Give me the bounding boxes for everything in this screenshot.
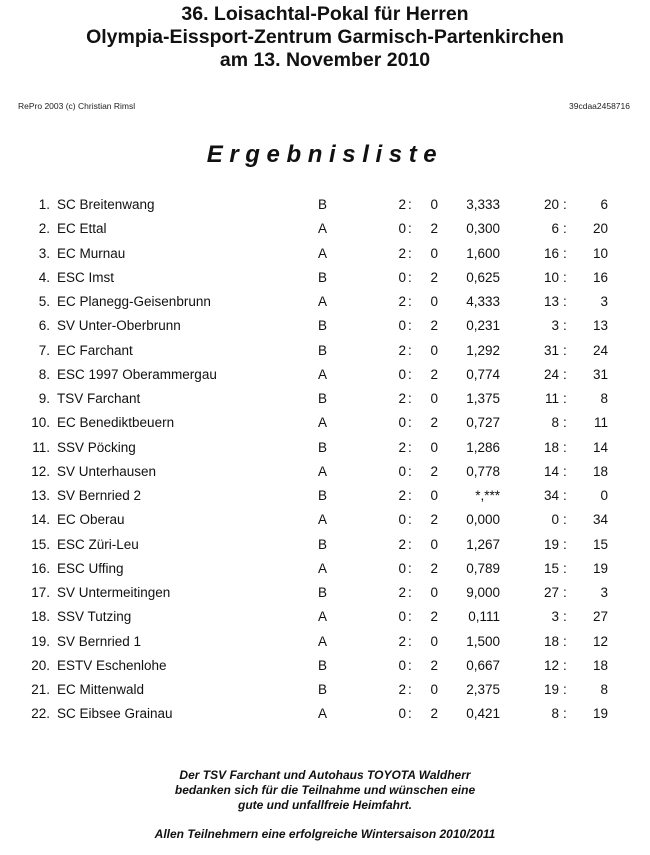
rank-cell: 2.: [38, 221, 50, 237]
points-minus: 2: [430, 415, 438, 431]
goals-minus: 24: [592, 342, 608, 358]
goal-quotient: 1,286: [466, 439, 500, 455]
table-row: [0, 585, 650, 609]
group-cell: B: [318, 318, 328, 334]
goals-separator: :: [563, 294, 567, 309]
goals-minus: 27: [592, 609, 608, 625]
goals-plus: 31: [543, 342, 559, 358]
team-name: SV Untermeitingen: [57, 585, 171, 600]
group-cell: A: [318, 609, 328, 625]
points-plus: 0: [398, 706, 406, 722]
team-name: EC Murnau: [57, 245, 126, 261]
goal-quotient: 1,600: [466, 245, 500, 261]
points-minus: 2: [430, 706, 438, 722]
goals-plus: 20: [543, 197, 559, 212]
rank-cell: 9.: [38, 391, 50, 406]
team-name: ESC Imst: [57, 269, 115, 285]
rank-cell: 14.: [31, 512, 50, 528]
goals-plus: 18: [543, 633, 559, 649]
group-cell: A: [318, 512, 328, 528]
points-plus: 2: [398, 633, 406, 649]
goals-minus: 18: [592, 463, 608, 479]
goals-plus: 10: [543, 269, 559, 285]
points-minus: 0: [430, 294, 438, 309]
group-cell: A: [318, 294, 328, 309]
table-row: [0, 706, 650, 730]
goal-quotient: 0,000: [466, 512, 500, 528]
goal-quotient: 0,727: [466, 415, 500, 431]
table-row: [0, 682, 650, 706]
goals-separator: :: [563, 682, 567, 697]
rank-cell: 1.: [38, 197, 50, 212]
group-cell: B: [318, 342, 328, 358]
group-cell: A: [318, 366, 328, 382]
goal-quotient: 0,667: [466, 657, 500, 673]
goals-minus: 13: [592, 318, 608, 334]
goals-minus: 8: [600, 682, 608, 697]
table-row: [0, 343, 650, 367]
rank-cell: 15.: [31, 536, 50, 552]
team-name: EC Mittenwald: [57, 682, 145, 697]
points-minus: 2: [430, 512, 438, 528]
goal-quotient: 4,333: [466, 294, 500, 309]
points-minus: 0: [430, 391, 438, 406]
goal-quotient: 0,778: [466, 463, 500, 479]
table-row: [0, 367, 650, 391]
points-plus: 0: [398, 318, 406, 334]
points-separator: :: [408, 657, 412, 673]
goals-minus: 15: [592, 536, 608, 552]
goals-minus: 3: [600, 585, 608, 600]
points-plus: 2: [398, 197, 406, 212]
points-plus: 0: [398, 269, 406, 285]
goals-plus: 16: [543, 245, 559, 261]
points-minus: 0: [430, 536, 438, 552]
points-minus: 0: [430, 342, 438, 358]
goals-separator: :: [563, 342, 567, 358]
rank-cell: 11.: [32, 439, 50, 455]
table-row: [0, 270, 650, 294]
goals-minus: 18: [592, 657, 608, 673]
goals-separator: :: [563, 633, 567, 649]
rank-cell: 10.: [31, 415, 50, 431]
points-minus: 0: [430, 245, 438, 261]
goals-minus: 19: [592, 560, 608, 576]
group-cell: A: [318, 560, 328, 576]
goals-minus: 19: [592, 706, 608, 722]
goals-minus: 12: [592, 633, 608, 649]
rank-cell: 20.: [31, 657, 50, 673]
rank-cell: 18.: [31, 609, 50, 625]
team-name: SV Bernried 1: [57, 633, 142, 649]
points-plus: 2: [398, 585, 406, 600]
group-cell: A: [318, 245, 328, 261]
points-plus: 0: [398, 463, 406, 479]
rank-cell: 8.: [38, 366, 50, 382]
points-plus: 0: [398, 512, 406, 528]
rank-cell: 12.: [31, 463, 50, 479]
goals-minus: 8: [600, 391, 608, 406]
goal-quotient: 0,111: [468, 609, 500, 625]
goal-quotient: 0,231: [466, 318, 500, 334]
team-name: SC Eibsee Grainau: [57, 706, 173, 722]
points-minus: 0: [430, 585, 438, 600]
points-plus: 2: [398, 536, 406, 552]
goals-separator: :: [563, 439, 567, 455]
rank-cell: 7.: [38, 342, 50, 358]
goal-quotient: 1,267: [466, 536, 500, 552]
goals-plus: 8: [551, 415, 559, 431]
goals-separator: :: [563, 536, 567, 552]
footer-line: gute und unfallfreie Heimfahrt.: [237, 798, 412, 812]
rank-cell: 5.: [38, 294, 50, 309]
points-minus: 2: [430, 366, 438, 382]
table-row: [0, 440, 650, 464]
rank-cell: 4.: [38, 269, 50, 285]
group-cell: A: [318, 463, 328, 479]
points-plus: 2: [398, 439, 406, 455]
goals-separator: :: [563, 560, 567, 576]
rank-cell: 22.: [31, 706, 50, 722]
group-cell: B: [318, 488, 328, 503]
goal-quotient: 2,375: [466, 682, 500, 697]
team-name: EC Ettal: [57, 221, 107, 237]
goals-plus: 27: [543, 585, 559, 600]
points-minus: 0: [430, 682, 438, 697]
goal-quotient: 0,789: [466, 560, 500, 576]
points-separator: :: [408, 245, 412, 261]
table-row: [0, 415, 650, 439]
points-plus: 2: [398, 342, 406, 358]
team-name: ESC Uffing: [57, 560, 124, 576]
points-plus: 0: [398, 221, 406, 237]
software-credit: RePro 2003 (c) Christian Rimsl: [18, 101, 136, 111]
group-cell: A: [318, 221, 328, 237]
team-name: EC Benediktbeuern: [57, 415, 175, 431]
goals-plus: 19: [543, 682, 559, 697]
table-row: [0, 197, 650, 221]
rank-cell: 6.: [38, 318, 50, 334]
goals-plus: 0: [551, 512, 559, 528]
goals-minus: 6: [600, 197, 608, 212]
goals-plus: 14: [543, 463, 559, 479]
points-separator: :: [408, 609, 412, 625]
table-row: [0, 561, 650, 585]
group-cell: B: [318, 585, 328, 600]
points-separator: :: [408, 294, 412, 309]
header-title: 36. Loisachtal-Pokal für Herren: [181, 3, 469, 25]
goal-quotient: 0,774: [466, 366, 500, 382]
group-cell: B: [318, 197, 328, 212]
points-separator: :: [408, 585, 412, 600]
team-name: EC Oberau: [57, 512, 125, 528]
goals-plus: 3: [551, 609, 559, 625]
table-row: [0, 391, 650, 415]
goals-separator: :: [563, 657, 567, 673]
goals-plus: 6: [551, 221, 559, 237]
group-cell: A: [318, 633, 328, 649]
rank-cell: 3.: [38, 245, 50, 261]
points-separator: :: [408, 197, 412, 212]
points-separator: :: [408, 342, 412, 358]
group-cell: A: [318, 415, 328, 431]
goals-separator: :: [563, 197, 567, 212]
goals-separator: :: [563, 585, 567, 600]
table-row: [0, 464, 650, 488]
points-plus: 2: [398, 682, 406, 697]
points-minus: 2: [430, 560, 438, 576]
points-plus: 0: [398, 560, 406, 576]
goals-plus: 15: [543, 560, 559, 576]
rank-cell: 21.: [31, 682, 50, 697]
team-name: ESTV Eschenlohe: [57, 657, 167, 673]
goal-quotient: *,***: [475, 488, 500, 503]
goals-plus: 3: [551, 318, 559, 334]
points-separator: :: [408, 682, 412, 697]
points-plus: 2: [398, 294, 406, 309]
points-plus: 2: [398, 245, 406, 261]
points-plus: 2: [398, 488, 406, 503]
points-minus: 2: [430, 318, 438, 334]
points-separator: :: [408, 366, 412, 382]
points-minus: 2: [430, 463, 438, 479]
goals-plus: 18: [543, 439, 559, 455]
team-name: SV Unter-Oberbrunn: [57, 318, 181, 334]
points-separator: :: [408, 633, 412, 649]
team-name: SSV Tutzing: [57, 609, 132, 625]
team-name: SV Bernried 2: [57, 488, 142, 503]
points-minus: 2: [430, 269, 438, 285]
team-name: TSV Farchant: [57, 391, 141, 406]
table-row: [0, 318, 650, 342]
points-separator: :: [408, 269, 412, 285]
goals-plus: 19: [543, 536, 559, 552]
footer-line: bedanken sich für die Teilnahme und wünschen eine: [174, 783, 476, 797]
group-cell: A: [318, 706, 328, 722]
team-name: SC Breitenwang: [57, 197, 155, 212]
goals-minus: 10: [592, 245, 608, 261]
table-row: [0, 512, 650, 536]
results-table: [0, 197, 650, 731]
goals-plus: 24: [543, 366, 559, 382]
group-cell: B: [318, 391, 328, 406]
team-name: ESC Züri-Leu: [57, 536, 139, 552]
goals-plus: 13: [543, 294, 559, 309]
table-row: [0, 488, 650, 512]
goals-plus: 11: [544, 391, 559, 406]
page-subtitle: Ergebnisliste: [206, 141, 444, 168]
goal-quotient: 1,375: [466, 391, 500, 406]
points-separator: :: [408, 318, 412, 334]
goals-separator: :: [563, 391, 567, 406]
footer-line: Der TSV Farchant und Autohaus TOYOTA Waldherr: [179, 768, 471, 782]
rank-cell: 17.: [31, 585, 50, 600]
table-row: [0, 246, 650, 270]
goals-plus: 8: [551, 706, 559, 722]
goals-plus: 12: [543, 657, 559, 673]
table-row: [0, 658, 650, 682]
rank-cell: 16.: [31, 560, 50, 576]
goals-minus: 14: [592, 439, 608, 455]
points-minus: 2: [430, 609, 438, 625]
group-cell: B: [318, 269, 328, 285]
header-date: am 13. November 2010: [219, 49, 431, 71]
team-name: EC Planegg-Geisenbrunn: [57, 294, 211, 309]
goals-minus: 34: [592, 512, 608, 528]
goal-quotient: 0,625: [466, 269, 500, 285]
goals-separator: :: [563, 706, 567, 722]
table-row: [0, 634, 650, 658]
points-plus: 2: [398, 391, 406, 406]
goal-quotient: 1,292: [466, 342, 500, 358]
points-minus: 2: [430, 657, 438, 673]
footer-season-wish: Allen Teilnehmern eine erfolgreiche Wintersaison 2010/2011: [154, 827, 496, 841]
goal-quotient: 1,500: [466, 633, 500, 649]
points-plus: 0: [398, 657, 406, 673]
points-separator: :: [408, 536, 412, 552]
group-cell: B: [318, 439, 328, 455]
rank-cell: 19.: [31, 633, 50, 649]
goals-minus: 3: [600, 294, 608, 309]
group-cell: B: [318, 657, 328, 673]
header-venue: Olympia-Eissport-Zentrum Garmisch-Partenkirchen: [86, 26, 564, 48]
team-name: ESC 1997 Oberammergau: [57, 366, 217, 382]
goals-plus: 34: [543, 488, 559, 503]
team-name: SV Unterhausen: [57, 463, 157, 479]
goals-separator: :: [563, 488, 567, 503]
team-name: SSV Pöcking: [57, 439, 136, 455]
points-separator: :: [408, 560, 412, 576]
goals-minus: 0: [600, 488, 608, 503]
team-name: EC Farchant: [57, 342, 133, 358]
table-row: [0, 221, 650, 245]
goals-separator: :: [563, 221, 567, 237]
points-plus: 0: [398, 415, 406, 431]
goals-minus: 31: [592, 366, 608, 382]
document-id: 39cdaa2458716: [569, 101, 630, 111]
goal-quotient: 0,300: [466, 221, 500, 237]
goals-minus: 11: [593, 415, 608, 431]
goals-separator: :: [563, 463, 567, 479]
goals-separator: :: [563, 269, 567, 285]
goals-separator: :: [563, 512, 567, 528]
document-header: [0, 0, 650, 72]
points-separator: :: [408, 391, 412, 406]
goals-minus: 20: [592, 221, 608, 237]
goal-quotient: 0,421: [466, 706, 500, 722]
points-separator: :: [408, 439, 412, 455]
goals-separator: :: [563, 415, 567, 431]
points-separator: :: [408, 512, 412, 528]
points-plus: 0: [398, 609, 406, 625]
footer-thanks: [0, 768, 650, 813]
goals-separator: :: [563, 366, 567, 382]
goal-quotient: 3,333: [466, 197, 500, 212]
goals-minus: 16: [592, 269, 608, 285]
points-separator: :: [408, 706, 412, 722]
table-row: [0, 294, 650, 318]
points-minus: 0: [430, 439, 438, 455]
points-separator: :: [408, 488, 412, 503]
goals-separator: :: [563, 245, 567, 261]
points-minus: 2: [430, 221, 438, 237]
points-minus: 0: [430, 488, 438, 503]
points-minus: 0: [430, 197, 438, 212]
group-cell: B: [318, 536, 328, 552]
points-separator: :: [408, 221, 412, 237]
points-separator: :: [408, 463, 412, 479]
group-cell: B: [318, 682, 328, 697]
goals-separator: :: [563, 318, 567, 334]
points-separator: :: [408, 415, 412, 431]
rank-cell: 13.: [31, 488, 50, 503]
goals-separator: :: [563, 609, 567, 625]
points-plus: 0: [398, 366, 406, 382]
table-row: [0, 609, 650, 633]
goal-quotient: 9,000: [466, 585, 500, 600]
points-minus: 0: [430, 633, 438, 649]
table-row: [0, 537, 650, 561]
